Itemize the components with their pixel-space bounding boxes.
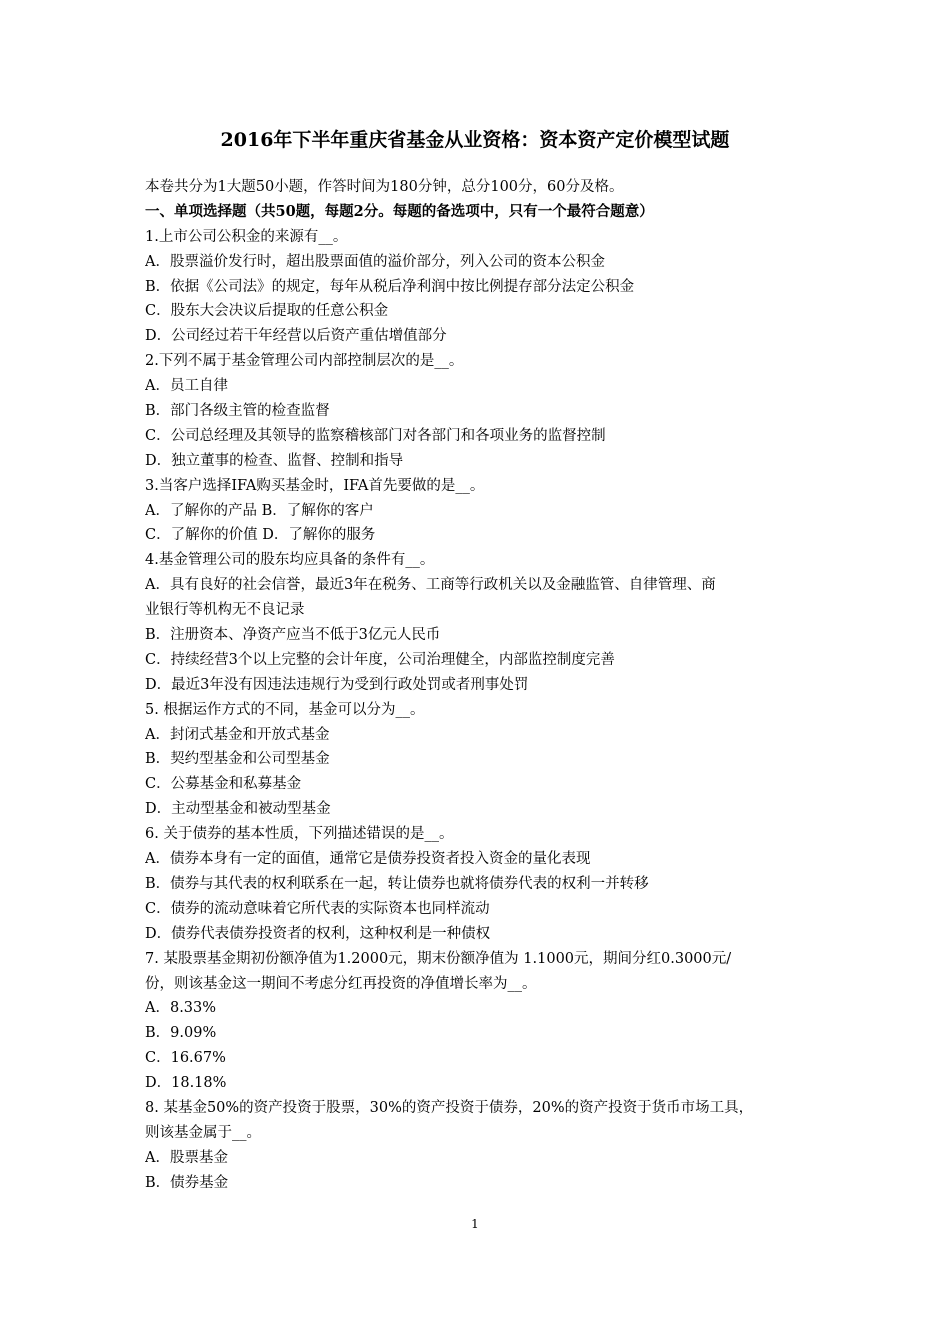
text-line: 份，则该基金这一期间不考虑分红再投资的净值增长率为__。	[145, 975, 537, 992]
text-line: A．8.33%	[145, 1000, 217, 1017]
text-line: C．了解你的价值 D．了解你的服务	[145, 527, 376, 544]
text-line: B．债券与其代表的权利联系在一起，转让债券也就将债券代表的权利一并转移	[145, 875, 649, 892]
text-line: 则该基金属于__。	[145, 1124, 261, 1141]
text-line: B．债券基金	[145, 1174, 229, 1191]
text-line: A．封闭式基金和开放式基金	[145, 726, 330, 743]
text-line: 8. 某基金50%的资产投资于股票，30%的资产投资于债券，20%的资产投资于货币市场工具，	[145, 1099, 754, 1116]
text-line: C．16.67%	[145, 1050, 226, 1067]
text-line: 2.下列不属于基金管理公司内部控制层次的是__。	[145, 353, 464, 370]
text-line: C．股东大会决议后提取的任意公积金	[145, 303, 389, 320]
text-line: 1.上市公司公积金的来源有__。	[145, 228, 348, 245]
text-line: C．债券的流动意味着它所代表的实际资本也同样流动	[145, 900, 490, 917]
text-line: 5. 根据运作方式的不同，基金可以分为__。	[145, 701, 425, 718]
text-line: 4.基金管理公司的股东均应具备的条件有__。	[145, 552, 435, 569]
text-line: C．公募基金和私募基金	[145, 776, 302, 793]
text-line: B．9.09%	[145, 1025, 217, 1042]
section-heading: 一、单项选择题（共50题，每题2分。每题的备选项中，只有一个最符合题意）	[145, 202, 654, 220]
text-line: 业银行等机构无不良记录	[145, 602, 305, 619]
text-line: D．公司经过若干年经营以后资产重估增值部分	[145, 328, 447, 345]
text-line: B．依据《公司法》的规定，每年从税后净利润中按比例提存部分法定公积金	[145, 278, 635, 295]
page-number: 1	[471, 1217, 479, 1231]
text-line: B．部门各级主管的检查监督	[145, 403, 330, 420]
text-line: D．债券代表债券投资者的权利，这种权利是一种债权	[145, 925, 491, 942]
text-line: C．持续经营3个以上完整的会计年度，公司治理健全，内部监控制度完善	[145, 651, 615, 668]
text-line: 7. 某股票基金期初份额净值为1.2000元，期末份额净值为 1.1000元，期间分红0.3000元/	[145, 950, 732, 967]
text-line: A．员工自律	[145, 378, 228, 395]
text-line: B．契约型基金和公司型基金	[145, 751, 330, 768]
text-line: D．主动型基金和被动型基金	[145, 801, 331, 818]
text-line: A．具有良好的社会信誉，最近3年在税务、工商等行政机关以及金融监管、自律管理、商	[145, 577, 716, 594]
document-title: 2016年下半年重庆省基金从业资格：资本资产定价模型试题	[220, 129, 730, 151]
text-line: 3.当客户选择IFA购买基金时，IFA首先要做的是__。	[145, 477, 485, 494]
text-line: A．股票基金	[145, 1149, 228, 1166]
text-line: C．公司总经理及其领导的监察稽核部门对各部门和各项业务的监督控制	[145, 427, 606, 444]
text-line: A．债券本身有一定的面值，通常它是债券投资者投入资金的量化表现	[145, 851, 591, 868]
text-line: 6. 关于债券的基本性质，下列描述错误的是__。	[145, 826, 454, 843]
document-body	[145, 175, 810, 1196]
text-line: 本卷共分为1大题50小题，作答时间为180分钟，总分100分，60分及格。	[145, 179, 624, 195]
text-line: D．独立董事的检查、监督、控制和指导	[145, 452, 404, 469]
text-line: D．18.18%	[145, 1075, 227, 1092]
text-line: D．最近3年没有因违法违规行为受到行政处罚或者刑事处罚	[145, 676, 529, 693]
text-line: A．股票溢价发行时，超出股票面值的溢价部分，列入公司的资本公积金	[145, 253, 605, 270]
text-line: A．了解你的产品 B．了解你的客户	[145, 502, 374, 519]
text-line: B．注册资本、净资产应当不低于3亿元人民币	[145, 627, 441, 644]
